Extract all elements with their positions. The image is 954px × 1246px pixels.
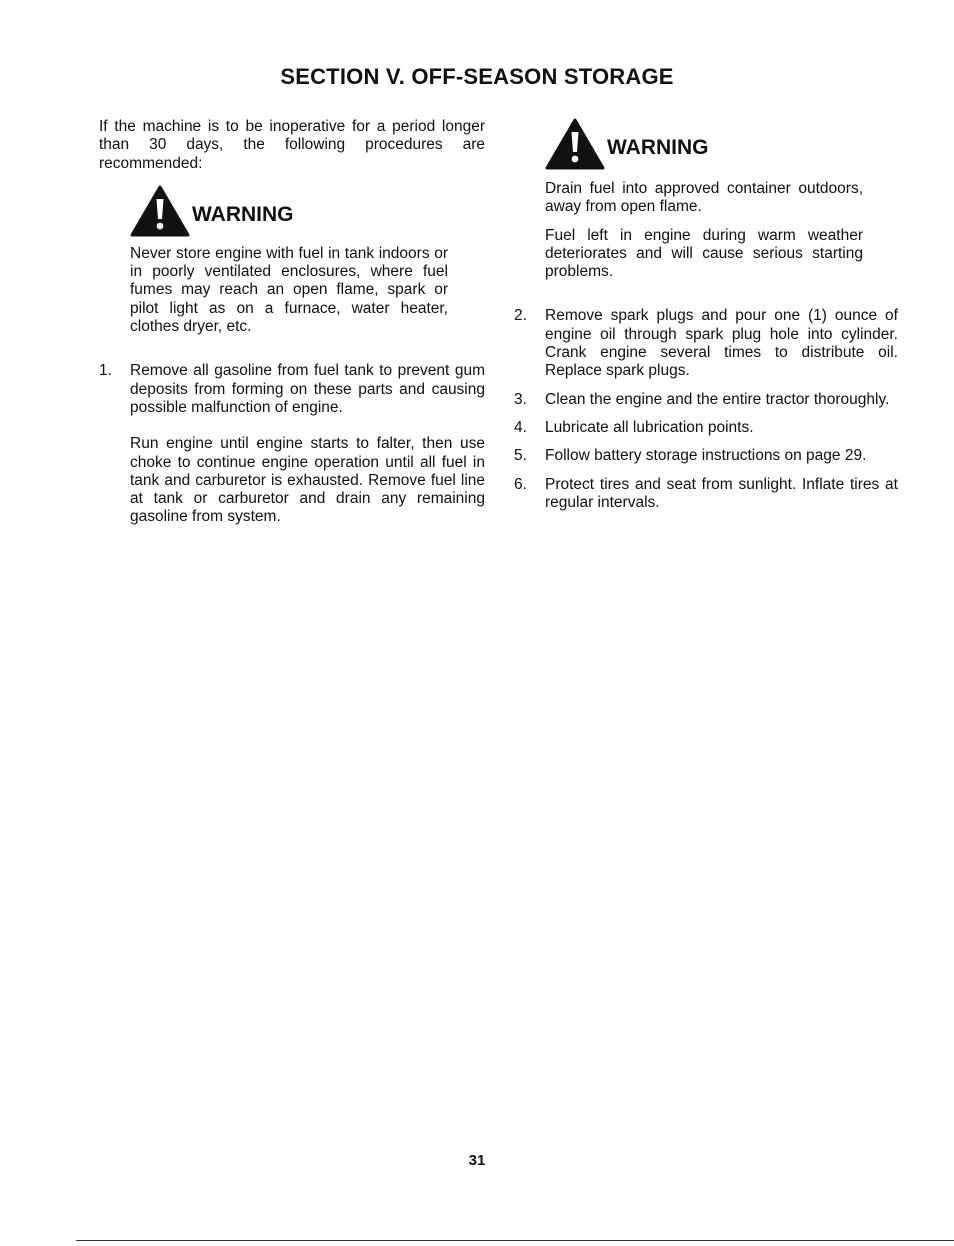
bottom-divider (76, 1240, 954, 1241)
right-warning-heading: WARNING (607, 136, 709, 159)
intro-paragraph: If the machine is to be inoperative for a period longer than 30 days, the following procedures are recommended: (99, 118, 485, 172)
step-text: Protect tires and seat from sunlight. Inflate tires at regular intervals. (545, 475, 898, 511)
section-title: SECTION V. OFF-SEASON STORAGE (280, 64, 674, 89)
left-warning-text: Never store engine with fuel in tank indoors or in poorly ventilated enclosures, where fuel fumes may reach an open flame, spark or pilot light as on a furnace, water heater, clothes dryer, etc. (130, 244, 448, 336)
list-item (514, 307, 898, 380)
list-item (514, 476, 898, 513)
warning-triangle-icon (130, 185, 190, 237)
step-text: Remove spark plugs and pour one (1) ounce of engine oil through spark plug hole into cylinder. Crank engine several times to distribute oil. Replace spark plugs. (545, 307, 898, 380)
steps-list (514, 307, 898, 512)
step-1-text: Remove all gasoline from fuel tank to prevent gum deposits from forming on these parts and causing possible malfunction of engine. (130, 362, 485, 416)
warning-triangle-icon (545, 118, 605, 170)
step-number: 3. (514, 390, 527, 408)
step-text: Clean the engine and the entire tractor thoroughly. (545, 390, 890, 408)
step-1 (99, 362, 485, 417)
right-warning-block (545, 118, 898, 281)
step-number: 2. (514, 307, 527, 325)
step-text: Follow battery storage instructions on page 29. (545, 447, 867, 465)
left-column (99, 118, 485, 527)
page-number: 31 (468, 1152, 486, 1169)
right-warning-text-2: Fuel left in engine during warm weather deteriorates and will cause serious starting problems. (545, 226, 863, 281)
step-number: 6. (514, 475, 527, 493)
right-column (514, 118, 898, 512)
step-number: 5. (514, 447, 527, 465)
right-warning-text-1: Drain fuel into approved container outdoors, away from open flame. (545, 180, 863, 216)
list-item (514, 391, 898, 409)
left-warning-block (130, 185, 485, 336)
list-item (514, 447, 898, 465)
step-number: 4. (514, 418, 527, 436)
step-1-followup: Run engine until engine starts to falter, then use choke to continue engine operation until all fuel in tank and carburetor is exhausted. Remove fuel line at tank or carburetor and drain any remaining gasoline from system. (130, 435, 485, 526)
step-1-number: 1. (99, 362, 112, 380)
left-warning-header (130, 185, 485, 237)
left-warning-heading: WARNING (192, 202, 294, 226)
step-text: Lubricate all lubrication points. (545, 418, 754, 436)
right-warning-header (545, 118, 898, 170)
list-item (514, 419, 898, 437)
